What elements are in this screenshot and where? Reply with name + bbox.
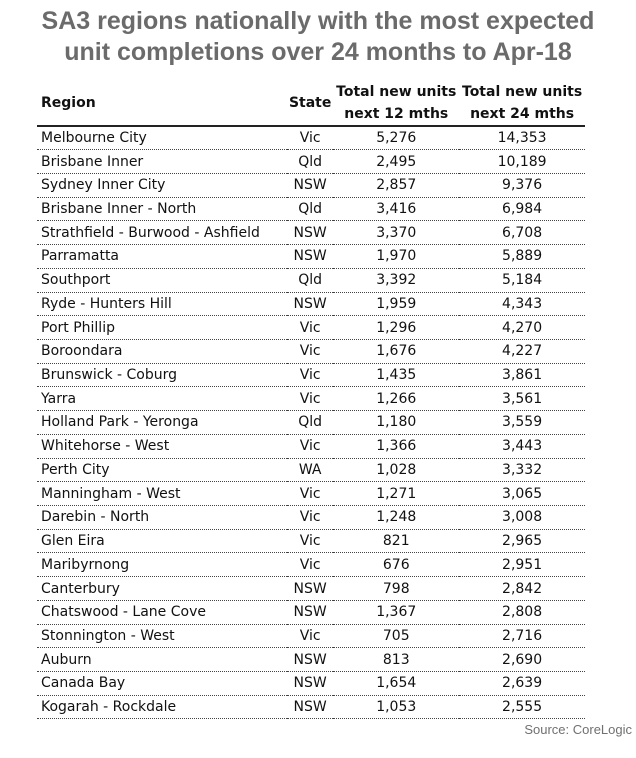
table-row [37,624,585,648]
units-12-mths-cell: 1,180 [333,411,459,435]
table-row [37,434,585,458]
units-24-mths-cell: 3,561 [459,387,585,411]
units-12-mths-cell: 1,366 [333,434,459,458]
region-cell: Brunswick - Coburg [37,363,287,387]
units-24-mths-cell: 2,808 [459,600,585,624]
units-12-mths-cell: 2,495 [333,150,459,174]
table-row [37,506,585,530]
units-24-mths-cell: 3,008 [459,506,585,530]
region-cell: Boroondara [37,339,287,363]
units-12-mths-cell: 1,028 [333,458,459,482]
region-cell: Canada Bay [37,672,287,696]
table-row [37,387,585,411]
header-state: State [287,80,333,126]
state-cell: Vic [287,482,333,506]
units-table [37,80,585,719]
state-cell: WA [287,458,333,482]
region-cell: Sydney Inner City [37,173,287,197]
header-12-line-2: next 12 mths [344,105,449,122]
units-24-mths-cell: 3,443 [459,434,585,458]
region-cell: Strathfield - Burwood - Ashfield [37,221,287,245]
table-row [37,648,585,672]
region-cell: Melbourne City [37,126,287,150]
units-24-mths-cell: 3,559 [459,411,585,435]
units-12-mths-cell: 1,271 [333,482,459,506]
title-line-2: unit completions over 24 months to Apr-18 [64,38,572,66]
region-cell: Manningham - West [37,482,287,506]
region-cell: Brisbane Inner - North [37,197,287,221]
units-12-mths-cell: 1,676 [333,339,459,363]
header-24-mths [459,80,585,126]
units-24-mths-cell: 4,343 [459,292,585,316]
units-24-mths-cell: 3,332 [459,458,585,482]
header-row [37,80,585,126]
table-row [37,695,585,719]
table-row [37,458,585,482]
units-12-mths-cell: 3,392 [333,268,459,292]
state-cell: Qld [287,150,333,174]
units-12-mths-cell: 1,435 [333,363,459,387]
state-cell: NSW [287,695,333,719]
state-cell: Qld [287,197,333,221]
units-24-mths-cell: 6,708 [459,221,585,245]
region-cell: Parramatta [37,245,287,269]
table-row [37,482,585,506]
units-24-mths-cell: 2,965 [459,529,585,553]
region-cell: Chatswood - Lane Cove [37,600,287,624]
units-12-mths-cell: 1,970 [333,245,459,269]
state-cell: Vic [287,506,333,530]
state-cell: Vic [287,434,333,458]
units-24-mths-cell: 3,861 [459,363,585,387]
state-cell: Vic [287,363,333,387]
table-row [37,577,585,601]
units-12-mths-cell: 1,654 [333,672,459,696]
table-row [37,292,585,316]
units-12-mths-cell: 1,296 [333,316,459,340]
state-cell: Qld [287,268,333,292]
region-cell: Darebin - North [37,506,287,530]
table-header [37,80,585,126]
state-cell: NSW [287,600,333,624]
region-cell: Maribyrnong [37,553,287,577]
header-24-line-2: next 24 mths [470,105,575,122]
units-12-mths-cell: 798 [333,577,459,601]
region-cell: Glen Eira [37,529,287,553]
state-cell: NSW [287,245,333,269]
region-cell: Kogarah - Rockdale [37,695,287,719]
units-12-mths-cell: 5,276 [333,126,459,150]
chart-title [0,6,636,68]
units-12-mths-cell: 1,959 [333,292,459,316]
region-cell: Whitehorse - West [37,434,287,458]
table-body [37,126,585,719]
units-24-mths-cell: 2,842 [459,577,585,601]
region-cell: Auburn [37,648,287,672]
units-24-mths-cell: 2,639 [459,672,585,696]
region-cell: Brisbane Inner [37,150,287,174]
units-12-mths-cell: 3,416 [333,197,459,221]
table-row [37,363,585,387]
units-12-mths-cell: 1,053 [333,695,459,719]
units-12-mths-cell: 705 [333,624,459,648]
units-24-mths-cell: 4,227 [459,339,585,363]
state-cell: Vic [287,553,333,577]
header-12-mths [333,80,459,126]
source-note: Source: CoreLogic [524,722,632,737]
units-12-mths-cell: 2,857 [333,173,459,197]
region-cell: Southport [37,268,287,292]
state-cell: Vic [287,126,333,150]
region-cell: Yarra [37,387,287,411]
table-row [37,268,585,292]
table-row [37,126,585,150]
units-24-mths-cell: 2,951 [459,553,585,577]
state-cell: NSW [287,672,333,696]
table-row [37,316,585,340]
units-24-mths-cell: 2,690 [459,648,585,672]
table-row [37,411,585,435]
table-row [37,600,585,624]
region-cell: Perth City [37,458,287,482]
state-cell: NSW [287,173,333,197]
units-24-mths-cell: 14,353 [459,126,585,150]
state-cell: NSW [287,577,333,601]
state-cell: NSW [287,221,333,245]
table-row [37,197,585,221]
units-12-mths-cell: 3,370 [333,221,459,245]
state-cell: Qld [287,411,333,435]
table-row [37,221,585,245]
table-row [37,339,585,363]
units-12-mths-cell: 1,248 [333,506,459,530]
table-row [37,529,585,553]
region-cell: Port Phillip [37,316,287,340]
header-12-line-1: Total new units [336,83,457,100]
units-12-mths-cell: 813 [333,648,459,672]
units-24-mths-cell: 10,189 [459,150,585,174]
region-cell: Holland Park - Yeronga [37,411,287,435]
units-24-mths-cell: 2,555 [459,695,585,719]
state-cell: Vic [287,316,333,340]
units-12-mths-cell: 821 [333,529,459,553]
state-cell: Vic [287,387,333,411]
units-12-mths-cell: 676 [333,553,459,577]
units-12-mths-cell: 1,266 [333,387,459,411]
state-cell: Vic [287,339,333,363]
units-24-mths-cell: 5,889 [459,245,585,269]
state-cell: NSW [287,292,333,316]
units-12-mths-cell: 1,367 [333,600,459,624]
units-24-mths-cell: 2,716 [459,624,585,648]
state-cell: Vic [287,624,333,648]
table-row [37,553,585,577]
region-cell: Canterbury [37,577,287,601]
units-24-mths-cell: 9,376 [459,173,585,197]
state-cell: NSW [287,648,333,672]
units-24-mths-cell: 3,065 [459,482,585,506]
units-24-mths-cell: 6,984 [459,197,585,221]
state-cell: Vic [287,529,333,553]
table-row [37,173,585,197]
table-row [37,672,585,696]
header-region: Region [37,80,287,126]
units-24-mths-cell: 4,270 [459,316,585,340]
region-cell: Stonnington - West [37,624,287,648]
table-row [37,150,585,174]
table-row [37,245,585,269]
header-24-line-1: Total new units [462,83,583,100]
region-cell: Ryde - Hunters Hill [37,292,287,316]
units-24-mths-cell: 5,184 [459,268,585,292]
title-line-1: SA3 regions nationally with the most expected [41,7,595,35]
